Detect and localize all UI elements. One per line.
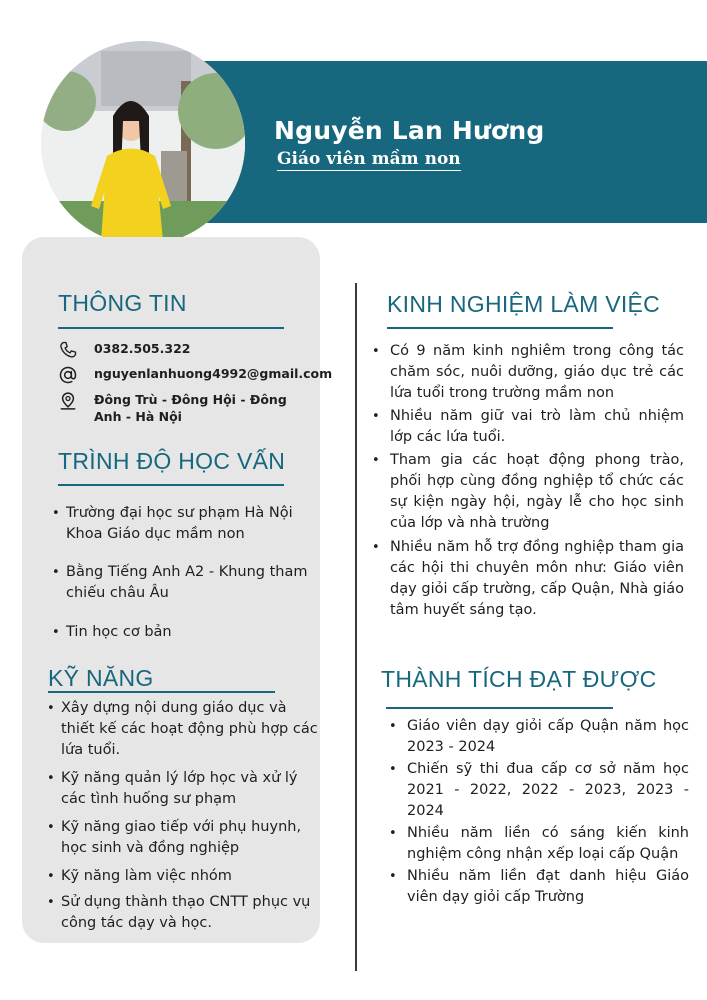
phone-icon xyxy=(58,340,78,360)
skills-heading: KỸ NĂNG xyxy=(48,665,154,691)
column-divider xyxy=(355,283,357,971)
list-item: • Kỹ năng giao tiếp với phụ huynh, học sinh và đồng nghiệp xyxy=(47,817,321,859)
list-item: • Nhiều năm hỗ trợ đồng nghiệp tham gia các hội thi chuyên môn như: Giáo viên dạy giỏi cấp trường, cấp Quận, Nhà giáo tâm huyết sáng tạo. xyxy=(372,537,684,621)
email-text: nguyenlanhuong4992@gmail.com xyxy=(94,366,333,381)
email-icon xyxy=(58,365,78,385)
contact-address xyxy=(58,391,318,425)
phone-text: 0382.505.322 xyxy=(94,341,191,356)
address-text: Đông Trù - Đông Hội - Đông Anh - Hà Nội xyxy=(94,392,287,424)
avatar xyxy=(41,41,245,245)
skills-rule xyxy=(48,691,275,693)
contact-phone xyxy=(58,340,318,360)
list-item: • Tham gia các hoạt động phong trào, phối hợp cùng đồng nghiệp tổ chức các sự kiện ngày hội, ngày lễ cho học sinh của lớp và nhà trường xyxy=(372,450,684,534)
experience-list xyxy=(372,341,684,621)
person-name: Nguyễn Lan Hương xyxy=(274,116,545,145)
education-rule xyxy=(58,484,284,486)
achievements-heading: THÀNH TÍCH ĐẠT ĐƯỢC xyxy=(381,666,657,692)
list-item: • Tin học cơ bản xyxy=(52,622,314,643)
list-item: • Kỹ năng làm việc nhóm xyxy=(47,866,321,887)
list-item: • Chiến sỹ thi đua cấp cơ sở năm học 2021 - 2022, 2022 - 2023, 2023 - 2024 xyxy=(389,759,689,822)
list-item: • Sử dụng thành thạo CNTT phục vụ công tác dạy và học. xyxy=(47,892,321,934)
list-item: • Nhiều năm liền đạt danh hiệu Giáo viên dạy giỏi cấp Trường xyxy=(389,866,689,908)
list-item: • Có 9 năm kinh nghiêm trong công tác chăm sóc, nuôi dưỡng, giáo dục trẻ các lứa tuổi trong trường mầm non xyxy=(372,341,684,404)
person-role: Giáo viên mầm non xyxy=(277,149,461,169)
location-icon xyxy=(58,391,78,411)
list-item: • Trường đại học sư phạm Hà Nội Khoa Giáo dục mầm non xyxy=(52,503,314,545)
achievements-list xyxy=(389,716,689,908)
contact-email xyxy=(58,365,333,385)
info-heading: THÔNG TIN xyxy=(58,290,187,316)
list-item: • Xây dựng nội dung giáo dục và thiết kế các hoạt động phù hợp các lứa tuổi. xyxy=(47,698,321,761)
education-heading: TRÌNH ĐỘ HỌC VẤN xyxy=(58,448,286,474)
list-item: • Giáo viên dạy giỏi cấp Quận năm học 2023 - 2024 xyxy=(389,716,689,758)
experience-heading: KINH NGHIỆM LÀM VIỆC xyxy=(387,291,661,317)
list-item: • Nhiều năm liền có sáng kiến kinh nghiệm công nhận xếp loại cấp Quận xyxy=(389,823,689,865)
achievements-rule xyxy=(386,707,613,709)
list-item: • Kỹ năng quản lý lớp học và xử lý các tình huống sư phạm xyxy=(47,768,321,810)
skills-list xyxy=(47,698,321,934)
list-item: • Bằng Tiếng Anh A2 - Khung tham chiếu châu Âu xyxy=(52,562,314,604)
info-rule xyxy=(58,327,284,329)
experience-rule xyxy=(387,327,613,329)
education-list xyxy=(52,503,314,643)
list-item: • Nhiều năm giữ vai trò làm chủ nhiệm lớp các lứa tuổi. xyxy=(372,406,684,448)
